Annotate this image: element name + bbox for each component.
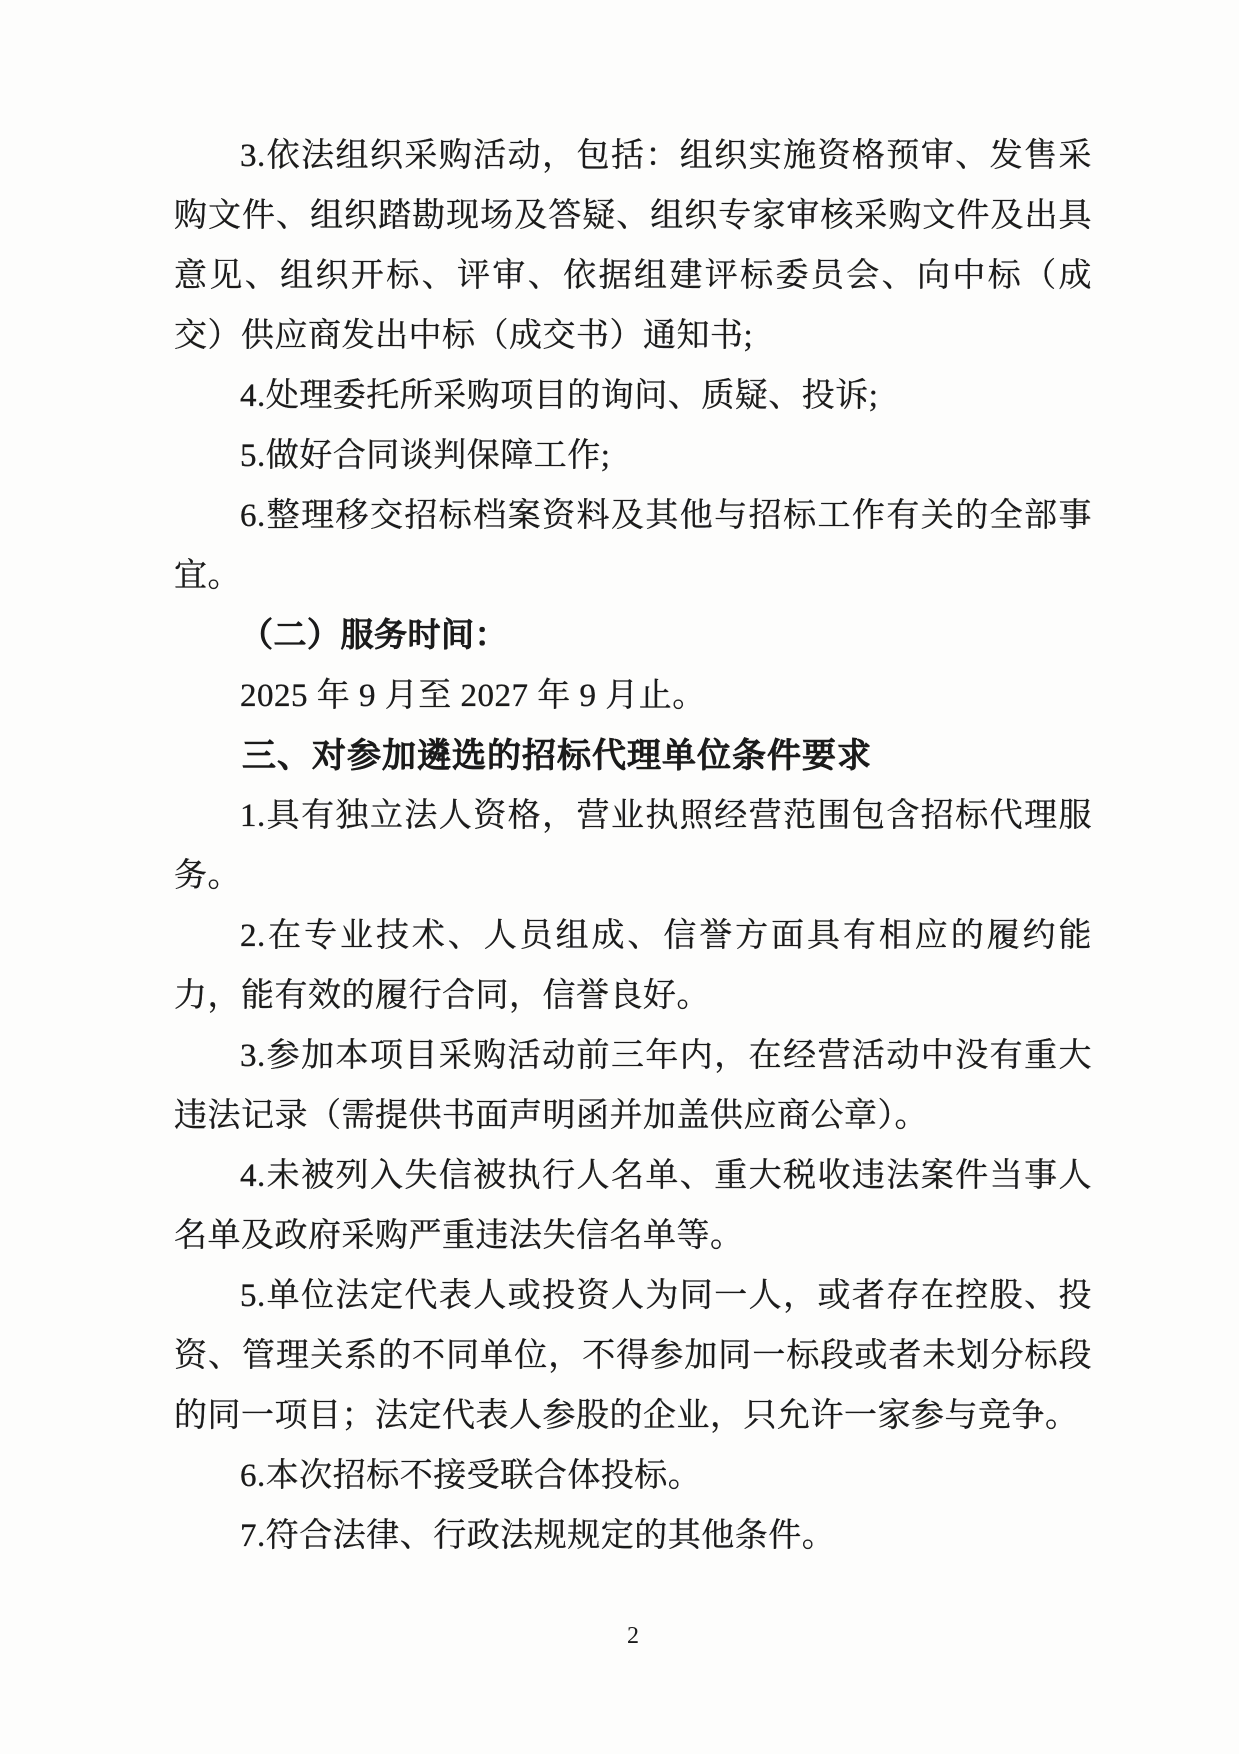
document-body — [174, 126, 1092, 1566]
condition-4-paragraph: 4.未被列入失信被执行人名单、重大税收违法案件当事人名单及政府采购严重违法失信名单等。 — [174, 1158, 1092, 1254]
condition-7-paragraph: 7.符合法律、行政法规规定的其他条件。 — [240, 1518, 836, 1554]
agency-duty-5-paragraph: 5.做好合同谈判保障工作; — [240, 438, 611, 474]
condition-3-paragraph: 3.参加本项目采购活动前三年内，在经营活动中没有重大违法记录（需提供书面声明函并加盖供应商公章）。 — [174, 1038, 1092, 1134]
agency-duty-3-paragraph: 3.依法组织采购活动，包括：组织实施资格预审、发售采购文件、组织踏勘现场及答疑、组织专家审核采购文件及出具意见、组织开标、评审、依据组建评标委员会、向中标（成交）供应商发出中标（成交书）通知书; — [174, 138, 1092, 354]
condition-1-paragraph: 1.具有独立法人资格，营业执照经营范围包含招标代理服务。 — [174, 798, 1092, 894]
condition-5-paragraph: 5.单位法定代表人或投资人为同一人，或者存在控股、投资、管理关系的不同单位，不得参加同一标段或者未划分标段的同一项目；法定代表人参股的企业，只允许一家参与竞争。 — [174, 1278, 1092, 1434]
service-time-heading: （二）服务时间： — [240, 618, 508, 654]
agency-duty-4-paragraph: 4.处理委托所采购项目的询问、质疑、投诉; — [240, 378, 879, 414]
section-3-heading: 三、对参加遴选的招标代理单位条件要求 — [242, 737, 872, 775]
agency-duty-6-paragraph: 6.整理移交招标档案资料及其他与招标工作有关的全部事宜。 — [174, 498, 1092, 594]
service-period-paragraph: 2025 年 9 月至 2027 年 9 月止。 — [240, 678, 706, 714]
page-number: 2 — [627, 1623, 639, 1649]
condition-6-paragraph: 6.本次招标不接受联合体投标。 — [240, 1458, 702, 1494]
condition-2-paragraph: 2.在专业技术、人员组成、信誉方面具有相应的履约能力，能有效的履行合同，信誉良好。 — [174, 918, 1092, 1014]
